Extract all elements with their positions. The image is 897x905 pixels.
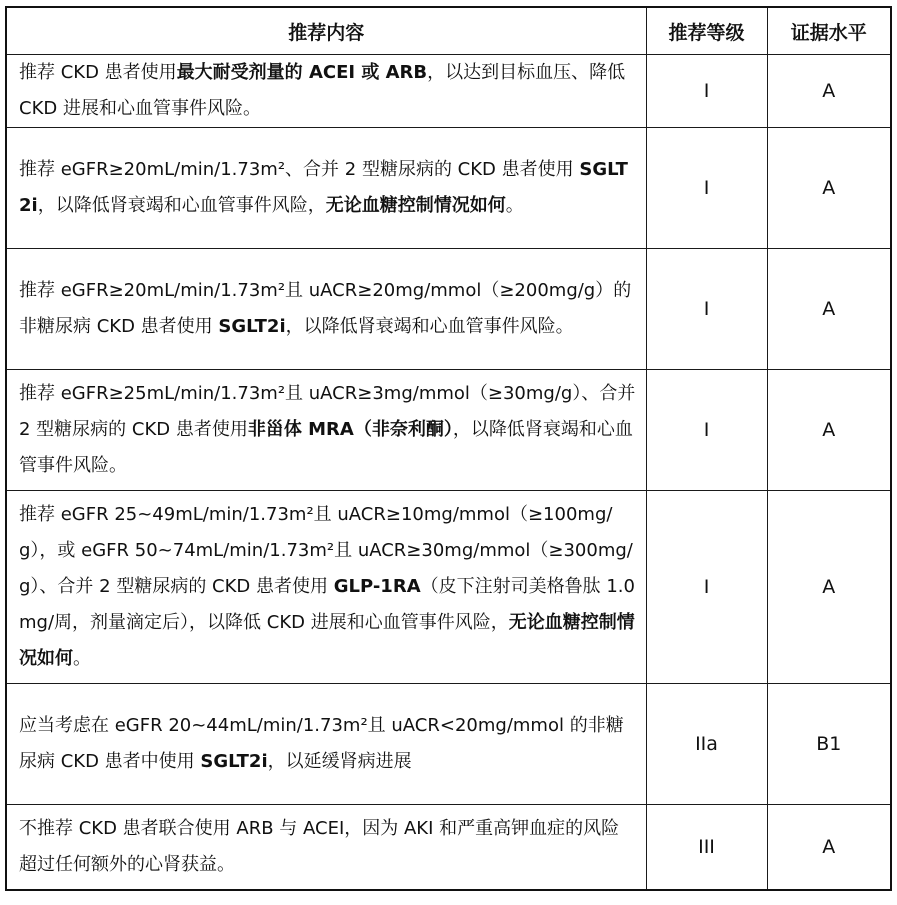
table-row [6, 491, 891, 684]
recommendation-text-part: 推荐 eGFR≥20mL/min/1.73m²、合并 2 型糖尿病的 CKD 患者使用 [19, 159, 580, 180]
emphasis-text: 非甾体 MRA（非奈利酮） [247, 419, 453, 440]
recommendation-text [6, 55, 646, 128]
header-content: 推荐内容 [6, 7, 646, 55]
recommendation-text-part: 推荐 eGFR≥20mL/min/1.73m²且 uACR≥20mg/mmol（≥200mg/g）的非糖尿病 CKD 患者使用 [19, 280, 632, 337]
recommendation-grade: I [646, 491, 767, 684]
recommendation-text-part: 不推荐 CKD 患者联合使用 ARB 与 ACEI，因为 AKI 和严重高钾血症的风险超过任何额外的心肾获益。 [19, 818, 620, 875]
emphasis-text: 无论血糖控制情况如何 [19, 612, 635, 669]
evidence-level: A [767, 249, 891, 370]
recommendation-text [6, 684, 646, 805]
recommendation-text-part: ，以降低肾衰竭和心血管事件风险。 [19, 419, 633, 476]
recommendation-grade: III [646, 805, 767, 891]
evidence-level: A [767, 805, 891, 891]
recommendation-text-part: ，以降低肾衰竭和心血管事件风险。 [285, 316, 574, 337]
recommendation-text-part: ，以达到目标血压、降低 CKD 进展和心血管事件风险。 [19, 62, 626, 119]
emphasis-text: SGLT2i [218, 316, 286, 337]
table-row [6, 370, 891, 491]
recommendation-table [5, 6, 892, 891]
recommendation-text-part: 。 [505, 195, 524, 216]
recommendation-text-part: ，以延缓肾病进展 [267, 751, 412, 772]
header-grade: 推荐等级 [646, 7, 767, 55]
recommendation-grade: I [646, 128, 767, 249]
table-row [6, 249, 891, 370]
recommendation-text-part: 应当考虑在 eGFR 20~44mL/min/1.73m²且 uACR<20mg/mmol 的非糖尿病 CKD 患者中使用 [19, 715, 624, 772]
evidence-level: A [767, 128, 891, 249]
evidence-level: A [767, 491, 891, 684]
recommendation-text [6, 491, 646, 684]
recommendation-text-part: ，以降低肾衰竭和心血管事件风险， [37, 195, 326, 216]
evidence-level: B1 [767, 684, 891, 805]
recommendation-text-part: 。 [73, 648, 91, 669]
table-header-row [6, 7, 891, 55]
table-body [6, 55, 891, 891]
emphasis-text: 无论血糖控制情况如何 [325, 195, 506, 216]
recommendation-text-part: 推荐 eGFR 25~49mL/min/1.73m²且 uACR≥10mg/mmol（≥100mg/g），或 eGFR 50~74mL/min/1.73m²且 uACR≥30mg/mmol（≥300mg/g）、合并 2 型糖尿病的 CKD 患者使用 [19, 504, 633, 597]
recommendation-grade: I [646, 55, 767, 128]
recommendation-text [6, 805, 646, 891]
evidence-level: A [767, 370, 891, 491]
recommendation-text-part: （皮下注射司美格鲁肽 1.0mg/周，剂量滴定后），以降低 CKD 进展和心血管事件风险， [19, 576, 635, 633]
emphasis-text: SGLT2i [19, 159, 628, 216]
emphasis-text: 最大耐受剂量的 ACEI 或 ARB [176, 62, 428, 83]
table-row [6, 684, 891, 805]
recommendation-text-part: 推荐 eGFR≥25mL/min/1.73m²且 uACR≥3mg/mmol（≥30mg/g）、合并 2 型糖尿病的 CKD 患者使用 [19, 383, 636, 440]
evidence-level: A [767, 55, 891, 128]
recommendation-text [6, 128, 646, 249]
recommendation-table-container [5, 6, 892, 891]
recommendation-text [6, 249, 646, 370]
header-evidence: 证据水平 [767, 7, 891, 55]
recommendation-grade: I [646, 249, 767, 370]
table-row [6, 128, 891, 249]
recommendation-text-part: 推荐 CKD 患者使用 [19, 62, 177, 83]
emphasis-text: SGLT2i [200, 751, 268, 772]
table-row [6, 55, 891, 128]
recommendation-grade: I [646, 370, 767, 491]
emphasis-text: GLP-1RA [333, 576, 421, 597]
recommendation-grade: IIa [646, 684, 767, 805]
recommendation-text [6, 370, 646, 491]
table-row [6, 805, 891, 891]
